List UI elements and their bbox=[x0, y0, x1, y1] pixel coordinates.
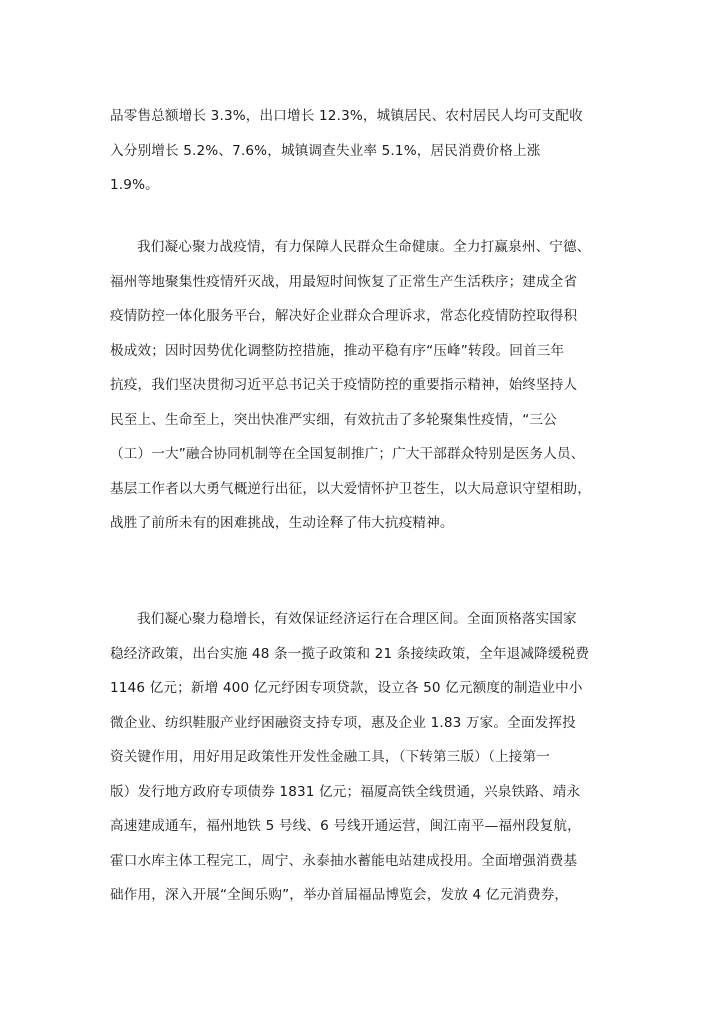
text-line: 霍口水库主体工程完工，周宁、永泰抽水蓄能电站建成投用。全面增强消费基 bbox=[110, 852, 578, 869]
text-line: 础作用，深入开展“全闽乐购”，举办首届福品博览会，发放 4 亿元消费券， bbox=[110, 887, 569, 903]
text-line: 资关键作用，用好用足政策性开发性金融工具，（下转第三版）（上接第一 bbox=[110, 749, 550, 765]
text-line: 我们凝心聚力稳增长，有效保证经济运行在合理区间。全面顶格落实国家 bbox=[137, 611, 577, 627]
paragraph-economic-indicators bbox=[110, 99, 615, 203]
text-line: 稳经济政策，出台实施 48 条一揽子政策和 21 条接续政策，全年退减降缓税费 bbox=[110, 645, 590, 662]
text-line: 战胜了前所未有的困难挑战，生动诠释了伟大抗疫精神。 bbox=[110, 515, 454, 531]
text-line: 1.9%。 bbox=[110, 177, 159, 193]
text-line: 微企业、纺织鞋服产业纾困融资支持专项，惠及企业 1.83 万家。全面发挥投 bbox=[110, 714, 576, 731]
text-line: 疫情防控一体化服务平台，解决好企业群众合理诉求，常态化疫情防控取得积 bbox=[110, 308, 578, 324]
text-line: 高速建成通车，福州地铁 5 号线、6 号线开通运营，闽江南平—福州段复航， bbox=[110, 818, 581, 834]
text-line: 福州等地聚集性疫情歼灭战，用最短时间恢复了正常生产生活秩序；建成全省 bbox=[110, 273, 578, 290]
text-line: 极成效；因时因势优化调整防控措施，推动平稳有序“压峰”转段。回首三年 bbox=[110, 342, 565, 359]
text-line: （工）一大”融合协同机制等在全国复制推广；广大干部群众特别是医务人员、 bbox=[110, 446, 585, 462]
text-line: 版）发行地方政府专项债券 1831 亿元；福厦高铁全线贯通，兴泉铁路、靖永 bbox=[110, 783, 581, 800]
text-line: 入分别增长 5.2%、7.6%，城镇调查失业率 5.1%，居民消费价格上涨 bbox=[110, 142, 541, 159]
paragraph-epidemic-control bbox=[110, 230, 615, 541]
text-line: 品零售总额增长 3.3%，出口增长 12.3%，城镇居民、农村居民人均可支配收 bbox=[110, 108, 583, 124]
text-line: 1146 亿元；新增 400 亿元纾困专项贷款，设立各 50 亿元额度的制造业中小 bbox=[110, 680, 583, 696]
paragraph-stable-growth bbox=[110, 602, 615, 913]
text-line: 民至上、生命至上，突出快准严实细，有效抗击了多轮聚集性疫情，“三公 bbox=[110, 411, 557, 428]
text-line: 抗疫，我们坚决贯彻习近平总书记关于疫情防控的重要指示精神，始终坚持人 bbox=[110, 377, 578, 393]
text-line: 我们凝心聚力战疫情，有力保障人民群众生命健康。全力打赢泉州、宁德、 bbox=[137, 239, 591, 255]
text-line: 基层工作者以大勇气概逆行出征，以大爱情怀护卫苍生，以大局意识守望相助， bbox=[110, 480, 592, 497]
